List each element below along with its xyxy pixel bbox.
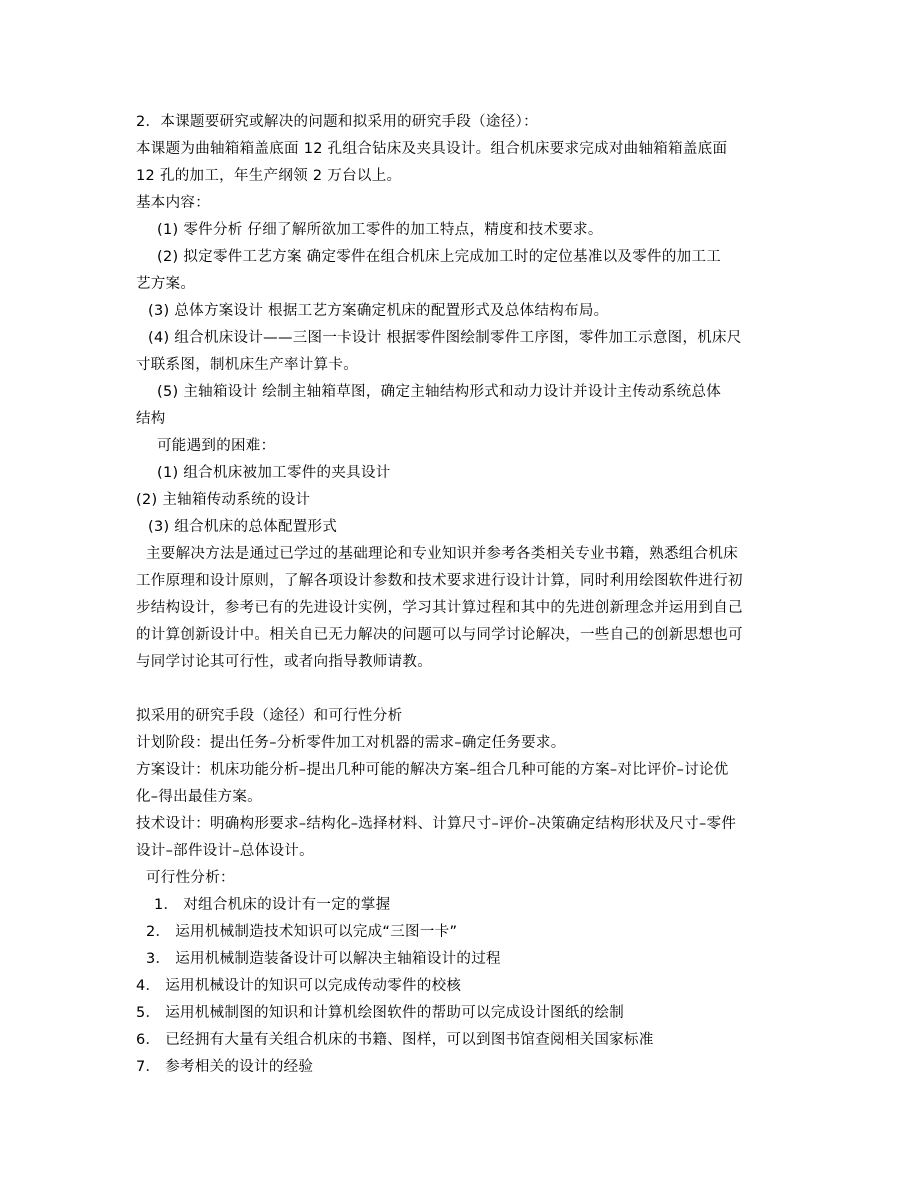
paragraph-line: 与同学讨论其可行性，或者向指导教师请教。 <box>136 654 432 670</box>
paragraph-line: 12 孔的加工，年生产纲领 2 万台以上。 <box>136 168 402 184</box>
paragraph-line: 工作原理和设计原则，了解各项设计参数和技术要求进行设计计算，同时利用绘图软件进行初 <box>136 573 743 589</box>
list-item: (2) 主轴箱传动系统的设计 <box>136 492 311 508</box>
list-item: (2) 拟定零件工艺方案 确定零件在组合机床上完成加工时的定位基准以及零件的加工工 <box>157 249 722 265</box>
list-item: 3． 运用机械制造装备设计可以解决主轴箱设计的过程 <box>146 951 501 967</box>
list-item: 5． 运用机械制图的知识和计算机绘图软件的帮助可以完成设计图纸的绘制 <box>136 1005 625 1021</box>
list-item: 7． 参考相关的设计的经验 <box>136 1059 314 1075</box>
list-item: (4) 组合机床设计——三图一卡设计 根据零件图绘制零件工序图，零件加工示意图，机床尺 <box>148 330 742 346</box>
paragraph-line: 化–得出最佳方案。 <box>136 789 262 805</box>
paragraph-line: 艺方案。 <box>136 276 196 292</box>
list-item: (1) 组合机床被加工零件的夹具设计 <box>157 465 391 481</box>
section-heading: 2．本课题要研究或解决的问题和拟采用的研究手段（途径）： <box>136 114 538 130</box>
paragraph-line: 设计–部件设计–总体设计。 <box>136 843 314 859</box>
paragraph-line: 寸联系图，制机床生产率计算卡。 <box>136 357 358 373</box>
list-item: (1) 零件分析 仔细了解所欲加工零件的加工特点，精度和技术要求。 <box>157 222 603 238</box>
section-heading: 拟采用的研究手段（途径）和可行性分析 <box>136 708 403 724</box>
list-item: 4． 运用机械设计的知识可以完成传动零件的校核 <box>136 978 462 994</box>
paragraph-line: 的计算创新设计中。相关自已无力解决的问题可以与同学讨论解决，一些自己的创新思想也可 <box>136 627 743 643</box>
paragraph-line: 计划阶段：提出任务–分析零件加工对机器的需求–确定任务要求。 <box>136 735 566 751</box>
paragraph-line: 技术设计：明确构形要求–结构化–选择材料、计算尺寸–评价–决策确定结构形状及尺寸–零件 <box>136 816 737 832</box>
paragraph-line: 本课题为曲轴箱箱盖底面 12 孔组合钻床及夹具设计。组合机床要求完成对曲轴箱箱盖底面 <box>136 141 728 157</box>
paragraph-line: 方案设计：机床功能分析–提出几种可能的解决方案–组合几种可能的方案–对比评价–讨论优 <box>136 762 729 778</box>
paragraph-line: 结构 <box>136 411 166 427</box>
subheading: 基本内容： <box>136 195 210 211</box>
list-item: 1． 对组合机床的设计有一定的掌握 <box>154 897 391 913</box>
paragraph-line: 主要解决方法是通过已学过的基础理论和专业知识并参考各类相关专业书籍，熟悉组合机床 <box>146 546 738 562</box>
subheading: 可行性分析： <box>146 870 235 886</box>
list-item: 2． 运用机械制造技术知识可以完成“三图一卡” <box>146 924 458 940</box>
list-item: (5) 主轴箱设计 绘制主轴箱草图，确定主轴结构形式和动力设计并设计主传动系统总体 <box>157 384 722 400</box>
list-item: (3) 组合机床的总体配置形式 <box>148 519 338 535</box>
paragraph-line: 步结构设计，参考已有的先进设计实例，学习其计算过程和其中的先进创新理念并运用到自己 <box>136 600 743 616</box>
list-item: (3) 总体方案设计 根据工艺方案确定机床的配置形式及总体结构布局。 <box>148 303 609 319</box>
subheading: 可能遇到的困难： <box>157 438 276 454</box>
list-item: 6． 已经拥有大量有关组合机床的书籍、图样，可以到图书馆查阅相关国家标准 <box>136 1032 654 1048</box>
